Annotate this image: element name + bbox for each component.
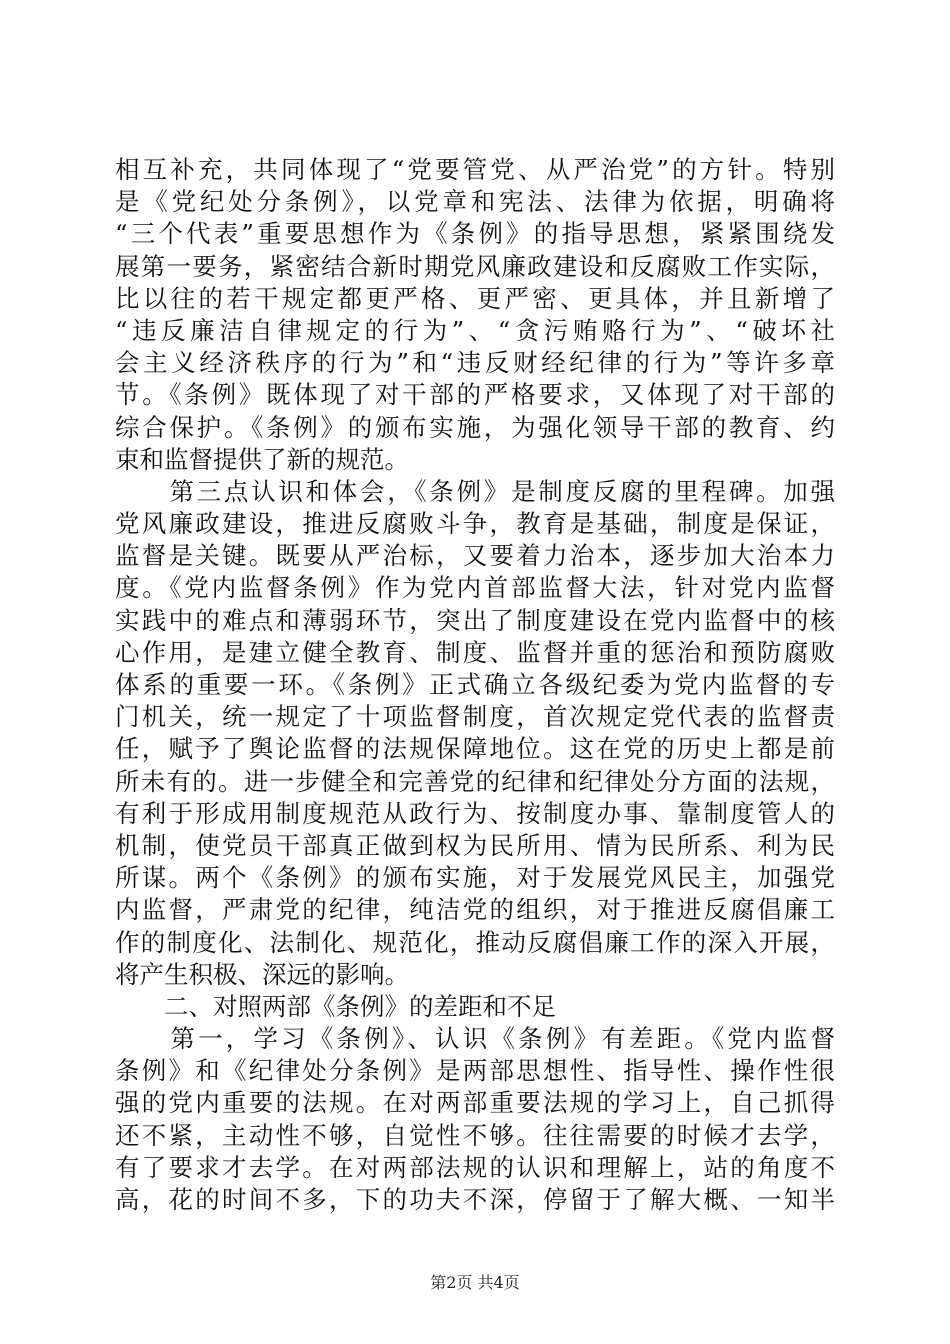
text-line: 作的制度化、法制化、规范化，推动反腐倡廉工作的深入开展， — [115, 927, 835, 957]
body-text — [115, 154, 835, 1216]
text-line: 还不紧，主动性不够，自觉性不够。往往需要的时候才去学， — [115, 1120, 835, 1150]
text-line: 有利于形成用制度规范从政行为、按制度办事、靠制度管人的 — [115, 798, 835, 828]
text-line: 党风廉政建设，推进反腐败斗争，教育是基础，制度是保证， — [115, 509, 835, 539]
text-line: 门机关，统一规定了十项监督制度，首次规定党代表的监督责 — [115, 702, 835, 732]
text-line: 强的党内重要的法规。在对两部重要法规的学习上，自己抓得 — [115, 1088, 835, 1118]
text-line: 是《党纪处分条例》，以党章和宪法、法律为依据，明确将 — [115, 187, 835, 217]
text-line: 实践中的难点和薄弱环节，突出了制度建设在党内监督中的核 — [115, 605, 835, 635]
text-line: “违反廉洁自律规定的行为”、“贪污贿赂行为”、“破坏社 — [115, 315, 835, 345]
text-line: 高，花的时间不多，下的功夫不深，停留于了解大概、一知半 — [115, 1185, 835, 1214]
text-line: 相互补充，共同体现了“党要管党、从严治党”的方针。特别 — [115, 155, 835, 184]
text-line: 比以往的若干规定都更严格、更严密、更具体，并且新增了 — [115, 283, 835, 313]
text-line: 综合保护。《条例》的颁布实施，为强化领导干部的教育、约 — [115, 412, 835, 442]
text-line: 第三点认识和体会，《条例》是制度反腐的里程碑。加强 — [115, 476, 835, 506]
text-line: 所谋。两个《条例》的颁布实施，对于发展党风民主，加强党 — [115, 863, 835, 893]
text-line: 二、对照两部《条例》的差距和不足 — [115, 991, 556, 1021]
text-line: 将产生积极、深远的影响。 — [115, 959, 409, 989]
text-line: 有了要求才去学。在对两部法规的认识和理解上，站的角度不 — [115, 1152, 835, 1182]
text-line: 监督是关键。既要从严治标，又要着力治本，逐步加大治本力 — [115, 541, 835, 571]
text-line: 条例》和《纪律处分条例》是两部思想性、指导性、操作性很 — [115, 1056, 835, 1086]
text-line: 第一，学习《条例》、认识《条例》有差距。《党内监督 — [115, 1024, 835, 1054]
text-line: 心作用，是建立健全教育、制度、监督并重的惩治和预防腐败 — [115, 637, 835, 667]
text-line: 节。《条例》既体现了对干部的严格要求，又体现了对干部的 — [115, 380, 835, 410]
text-line: 会主义经济秩序的行为”和“违反财经纪律的行为”等许多章 — [115, 348, 835, 378]
text-line: “三个代表”重要思想作为《条例》的指导思想，紧紧围绕发 — [115, 219, 835, 249]
page-number-footer: 第2页 共4页 — [430, 1273, 520, 1292]
text-line: 展第一要务，紧密结合新时期党风廉政建设和反腐败工作实际， — [115, 251, 835, 281]
text-line: 内监督，严肃党的纪律，纯洁党的组织，对于推进反腐倡廉工 — [115, 895, 835, 925]
text-line: 机制，使党员干部真正做到权为民所用、情为民所系、利为民 — [115, 830, 835, 860]
text-line: 度。《党内监督条例》作为党内首部监督大法，针对党内监督 — [115, 573, 835, 603]
text-line: 所未有的。进一步健全和完善党的纪律和纪律处分方面的法规， — [115, 766, 835, 796]
text-line: 任，赋予了舆论监督的法规保障地位。这在党的历史上都是前 — [115, 734, 835, 764]
text-line: 束和监督提供了新的规范。 — [115, 444, 409, 474]
text-line: 体系的重要一环。《条例》正式确立各级纪委为党内监督的专 — [115, 670, 835, 699]
